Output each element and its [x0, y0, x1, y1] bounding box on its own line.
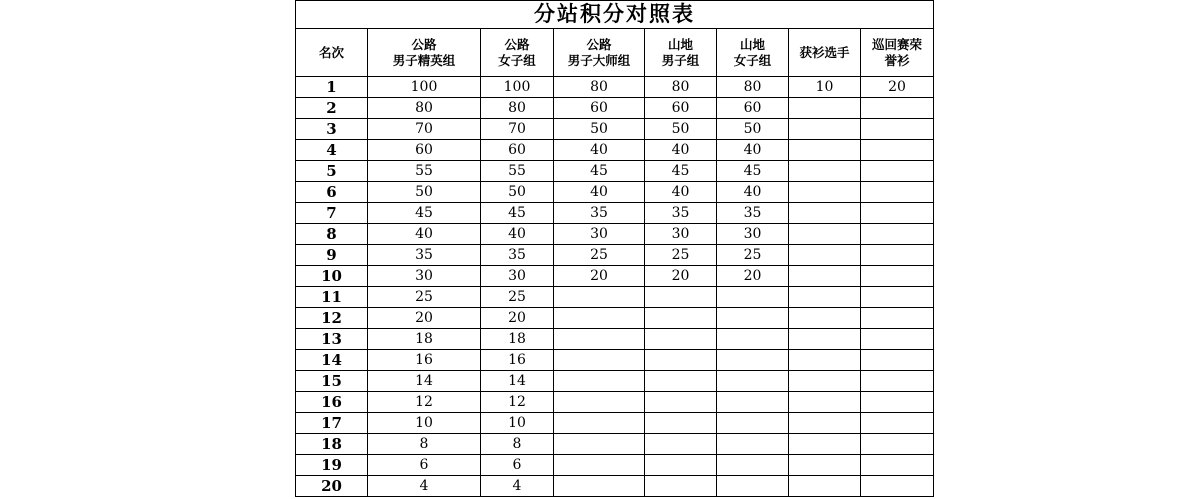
column-header-line: 誉衫 — [884, 52, 910, 68]
column-header-jersey-winner — [789, 29, 861, 77]
table-row — [296, 350, 934, 371]
rank-cell: 6 — [296, 182, 368, 203]
points-cell-mtb-men: 50 — [645, 119, 717, 140]
points-cell-mtb-men — [645, 350, 717, 371]
table-row — [296, 308, 934, 329]
points-cell-road-women: 10 — [481, 413, 554, 434]
points-cell-jersey-winner — [789, 371, 861, 392]
points-cell-mtb-men: 40 — [645, 140, 717, 161]
column-header-line: 公路 — [411, 36, 437, 52]
points-cell-tour-honor-jersey — [861, 98, 934, 119]
points-cell-road-men-master — [554, 371, 645, 392]
points-cell-road-women: 45 — [481, 203, 554, 224]
points-cell-road-men-elite: 55 — [368, 161, 481, 182]
points-cell-mtb-women: 30 — [717, 224, 789, 245]
rank-cell: 4 — [296, 140, 368, 161]
points-cell-mtb-men: 45 — [645, 161, 717, 182]
points-cell-road-men-master: 35 — [554, 203, 645, 224]
table-row — [296, 77, 934, 98]
rank-cell: 17 — [296, 413, 368, 434]
points-cell-tour-honor-jersey — [861, 182, 934, 203]
points-cell-mtb-men: 60 — [645, 98, 717, 119]
points-cell-jersey-winner — [789, 224, 861, 245]
points-cell-mtb-women — [717, 476, 789, 497]
points-cell-jersey-winner — [789, 434, 861, 455]
points-cell-tour-honor-jersey — [861, 287, 934, 308]
points-cell-jersey-winner — [789, 455, 861, 476]
points-cell-jersey-winner — [789, 392, 861, 413]
rank-cell: 14 — [296, 350, 368, 371]
points-cell-mtb-women — [717, 329, 789, 350]
points-cell-road-men-master — [554, 287, 645, 308]
points-cell-road-women: 60 — [481, 140, 554, 161]
points-cell-jersey-winner: 10 — [789, 77, 861, 98]
table-row — [296, 392, 934, 413]
points-cell-road-men-master — [554, 308, 645, 329]
points-cell-tour-honor-jersey — [861, 392, 934, 413]
column-header-tour-honor-jersey — [861, 29, 934, 77]
points-cell-tour-honor-jersey — [861, 455, 934, 476]
points-cell-jersey-winner — [789, 476, 861, 497]
column-header-line: 山地 — [667, 36, 693, 52]
points-cell-road-women: 25 — [481, 287, 554, 308]
points-cell-road-men-master: 60 — [554, 98, 645, 119]
points-cell-tour-honor-jersey — [861, 350, 934, 371]
rank-cell: 10 — [296, 266, 368, 287]
table-row — [296, 203, 934, 224]
title-row — [296, 1, 934, 29]
points-cell-road-women: 70 — [481, 119, 554, 140]
points-cell-road-men-elite: 30 — [368, 266, 481, 287]
points-cell-road-women: 100 — [481, 77, 554, 98]
points-cell-road-men-master: 40 — [554, 140, 645, 161]
points-cell-tour-honor-jersey — [861, 266, 934, 287]
points-cell-tour-honor-jersey — [861, 140, 934, 161]
points-cell-jersey-winner — [789, 329, 861, 350]
points-cell-road-women: 40 — [481, 224, 554, 245]
column-header-line: 男子组 — [661, 52, 700, 68]
points-cell-road-men-elite: 18 — [368, 329, 481, 350]
points-cell-road-men-elite: 100 — [368, 77, 481, 98]
table-row — [296, 140, 934, 161]
points-cell-road-men-master — [554, 455, 645, 476]
rank-cell: 18 — [296, 434, 368, 455]
points-cell-mtb-women: 40 — [717, 140, 789, 161]
points-cell-road-men-elite: 70 — [368, 119, 481, 140]
points-cell-road-women: 30 — [481, 266, 554, 287]
table-row — [296, 161, 934, 182]
points-cell-tour-honor-jersey — [861, 476, 934, 497]
points-cell-jersey-winner — [789, 98, 861, 119]
rank-cell: 19 — [296, 455, 368, 476]
table-title: 分站积分对照表 — [296, 1, 934, 29]
points-cell-road-men-elite: 40 — [368, 224, 481, 245]
column-header-line: 公路 — [504, 36, 530, 52]
table-row — [296, 266, 934, 287]
points-cell-road-women: 20 — [481, 308, 554, 329]
column-header-line: 巡回赛荣 — [871, 36, 922, 52]
column-header-road-men-master — [554, 29, 645, 77]
points-cell-road-men-elite: 4 — [368, 476, 481, 497]
points-cell-tour-honor-jersey — [861, 434, 934, 455]
points-cell-road-men-master — [554, 392, 645, 413]
table-row — [296, 455, 934, 476]
points-cell-road-men-master: 40 — [554, 182, 645, 203]
table-row — [296, 245, 934, 266]
points-cell-road-men-master: 50 — [554, 119, 645, 140]
points-cell-tour-honor-jersey — [861, 371, 934, 392]
table-row — [296, 413, 934, 434]
points-cell-road-men-master — [554, 413, 645, 434]
column-header-rank — [296, 29, 368, 77]
points-cell-jersey-winner — [789, 413, 861, 434]
column-header-line: 男子大师组 — [567, 52, 631, 68]
points-cell-mtb-men: 80 — [645, 77, 717, 98]
points-cell-jersey-winner — [789, 350, 861, 371]
points-cell-mtb-men: 20 — [645, 266, 717, 287]
points-cell-road-men-master — [554, 434, 645, 455]
column-header-line: 女子组 — [498, 52, 536, 68]
points-cell-mtb-women: 20 — [717, 266, 789, 287]
points-cell-road-women: 16 — [481, 350, 554, 371]
points-cell-road-men-elite: 16 — [368, 350, 481, 371]
points-cell-tour-honor-jersey — [861, 413, 934, 434]
points-cell-tour-honor-jersey — [861, 203, 934, 224]
points-cell-mtb-women: 40 — [717, 182, 789, 203]
rank-cell: 1 — [296, 77, 368, 98]
points-cell-tour-honor-jersey — [861, 161, 934, 182]
points-cell-road-men-master — [554, 350, 645, 371]
points-cell-road-men-elite: 45 — [368, 203, 481, 224]
points-cell-road-women: 35 — [481, 245, 554, 266]
points-cell-mtb-men: 30 — [645, 224, 717, 245]
table-row — [296, 182, 934, 203]
points-cell-road-men-elite: 60 — [368, 140, 481, 161]
points-cell-jersey-winner — [789, 245, 861, 266]
rank-cell: 9 — [296, 245, 368, 266]
points-cell-mtb-women — [717, 308, 789, 329]
points-cell-mtb-men: 35 — [645, 203, 717, 224]
points-cell-jersey-winner — [789, 287, 861, 308]
points-cell-tour-honor-jersey: 20 — [861, 77, 934, 98]
points-cell-road-men-elite: 25 — [368, 287, 481, 308]
points-cell-road-women: 50 — [481, 182, 554, 203]
points-cell-road-men-master — [554, 329, 645, 350]
points-cell-mtb-women: 60 — [717, 98, 789, 119]
points-cell-road-women: 18 — [481, 329, 554, 350]
points-cell-road-men-elite: 12 — [368, 392, 481, 413]
table-row — [296, 476, 934, 497]
points-cell-mtb-women: 80 — [717, 77, 789, 98]
rank-cell: 3 — [296, 119, 368, 140]
table-row — [296, 434, 934, 455]
points-cell-mtb-men — [645, 455, 717, 476]
points-cell-mtb-men — [645, 329, 717, 350]
rank-cell: 8 — [296, 224, 368, 245]
points-cell-road-men-elite: 6 — [368, 455, 481, 476]
column-header-line: 名次 — [318, 44, 344, 60]
points-cell-mtb-women — [717, 434, 789, 455]
points-cell-mtb-women — [717, 371, 789, 392]
points-cell-jersey-winner — [789, 140, 861, 161]
points-cell-tour-honor-jersey — [861, 245, 934, 266]
points-cell-road-men-elite: 8 — [368, 434, 481, 455]
points-table-body — [296, 1, 934, 497]
points-cell-mtb-men — [645, 392, 717, 413]
column-header-mtb-women — [717, 29, 789, 77]
rank-cell: 15 — [296, 371, 368, 392]
points-cell-road-men-master: 80 — [554, 77, 645, 98]
rank-cell: 13 — [296, 329, 368, 350]
points-cell-road-men-elite: 50 — [368, 182, 481, 203]
points-cell-mtb-women — [717, 287, 789, 308]
points-cell-road-women: 55 — [481, 161, 554, 182]
table-row — [296, 98, 934, 119]
rank-cell: 12 — [296, 308, 368, 329]
rank-cell: 7 — [296, 203, 368, 224]
points-cell-road-men-elite: 20 — [368, 308, 481, 329]
points-cell-jersey-winner — [789, 119, 861, 140]
column-header-mtb-men — [645, 29, 717, 77]
rank-cell: 11 — [296, 287, 368, 308]
points-cell-jersey-winner — [789, 308, 861, 329]
points-cell-mtb-women — [717, 455, 789, 476]
points-cell-mtb-women — [717, 413, 789, 434]
points-cell-tour-honor-jersey — [861, 329, 934, 350]
table-row — [296, 371, 934, 392]
points-cell-mtb-men: 40 — [645, 182, 717, 203]
column-header-line: 男子精英组 — [392, 52, 456, 68]
points-cell-jersey-winner — [789, 203, 861, 224]
rank-cell: 2 — [296, 98, 368, 119]
points-cell-mtb-women: 50 — [717, 119, 789, 140]
table-row — [296, 224, 934, 245]
points-cell-mtb-men: 25 — [645, 245, 717, 266]
column-header-line: 获衫选手 — [799, 44, 850, 60]
column-header-line: 女子组 — [733, 52, 772, 68]
points-cell-mtb-women: 35 — [717, 203, 789, 224]
points-cell-road-men-elite: 80 — [368, 98, 481, 119]
column-header-road-women — [481, 29, 554, 77]
header-row — [296, 29, 934, 77]
points-cell-mtb-women — [717, 350, 789, 371]
points-cell-road-men-elite: 10 — [368, 413, 481, 434]
points-cell-mtb-women: 25 — [717, 245, 789, 266]
points-cell-road-women: 80 — [481, 98, 554, 119]
table-row — [296, 119, 934, 140]
points-cell-mtb-men — [645, 434, 717, 455]
column-header-line: 公路 — [586, 36, 612, 52]
points-cell-mtb-men — [645, 308, 717, 329]
points-cell-tour-honor-jersey — [861, 308, 934, 329]
points-cell-road-men-master: 45 — [554, 161, 645, 182]
table-row — [296, 329, 934, 350]
points-cell-road-women: 4 — [481, 476, 554, 497]
points-table — [295, 0, 934, 497]
points-cell-mtb-women — [717, 392, 789, 413]
points-cell-tour-honor-jersey — [861, 119, 934, 140]
points-cell-road-women: 8 — [481, 434, 554, 455]
points-cell-jersey-winner — [789, 161, 861, 182]
table-row — [296, 287, 934, 308]
points-cell-road-men-master: 20 — [554, 266, 645, 287]
points-cell-mtb-men — [645, 287, 717, 308]
points-cell-tour-honor-jersey — [861, 224, 934, 245]
points-cell-road-men-elite: 14 — [368, 371, 481, 392]
points-cell-mtb-men — [645, 371, 717, 392]
points-cell-jersey-winner — [789, 266, 861, 287]
column-header-road-men-elite — [368, 29, 481, 77]
rank-cell: 16 — [296, 392, 368, 413]
column-header-line: 山地 — [739, 36, 765, 52]
rank-cell: 20 — [296, 476, 368, 497]
points-cell-road-men-master: 25 — [554, 245, 645, 266]
points-cell-road-men-elite: 35 — [368, 245, 481, 266]
points-cell-mtb-men — [645, 413, 717, 434]
points-cell-mtb-women: 45 — [717, 161, 789, 182]
points-cell-road-men-master — [554, 476, 645, 497]
points-cell-jersey-winner — [789, 182, 861, 203]
points-cell-road-women: 12 — [481, 392, 554, 413]
points-cell-mtb-men — [645, 476, 717, 497]
rank-cell: 5 — [296, 161, 368, 182]
points-cell-road-women: 6 — [481, 455, 554, 476]
points-cell-road-men-master: 30 — [554, 224, 645, 245]
points-cell-road-women: 14 — [481, 371, 554, 392]
